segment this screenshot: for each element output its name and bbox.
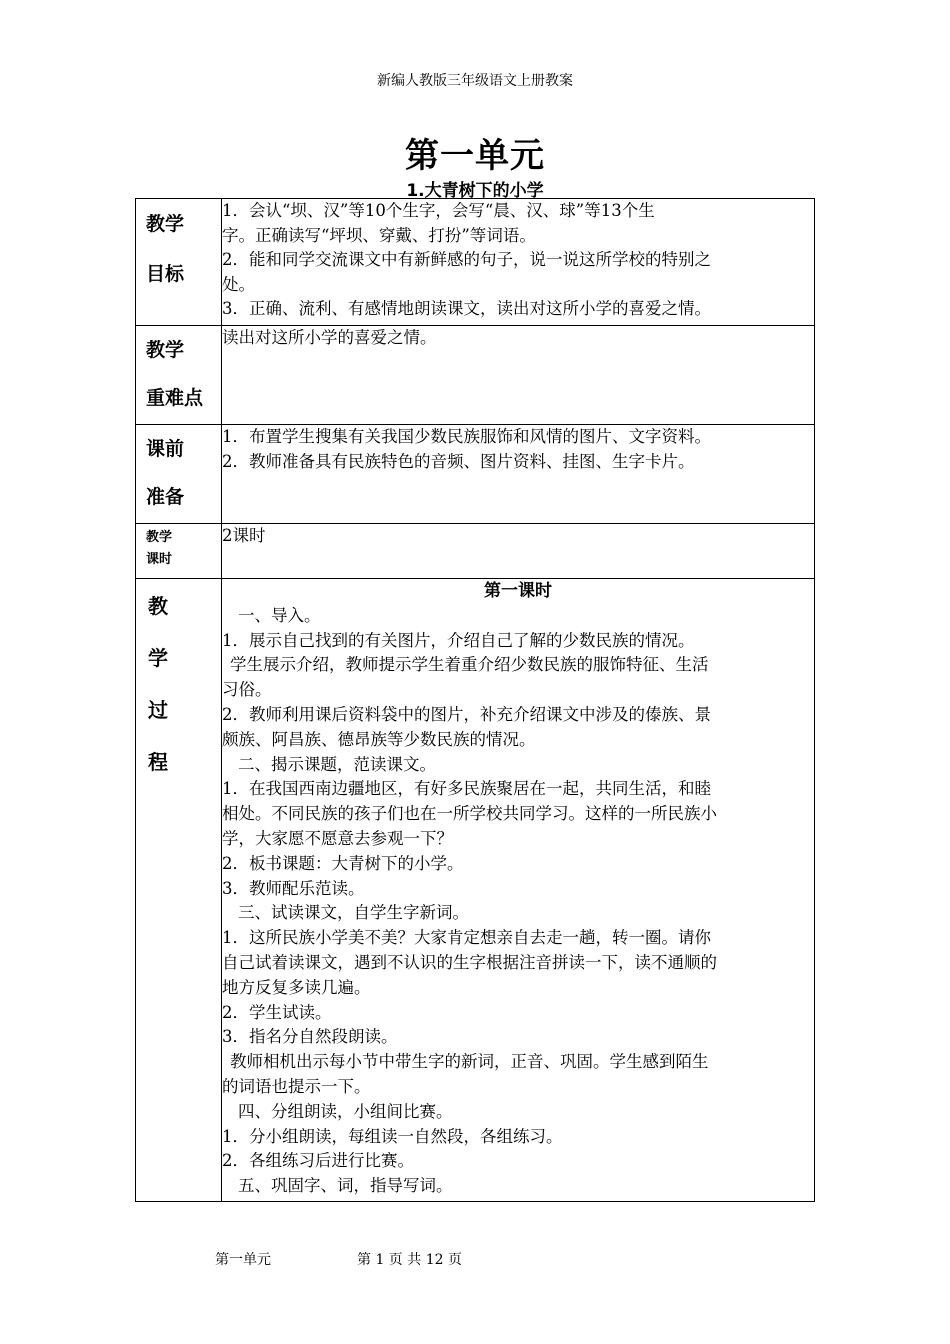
hours-row (136, 524, 815, 579)
preparation-label-line1: 课前 (146, 438, 185, 460)
goals-line: 字。正确读写“坪坝、穿戴、打扮”等词语。 (222, 225, 536, 245)
key-points-label-line2: 重难点 (146, 387, 204, 409)
preparation-row (136, 425, 815, 524)
process-line: 1．分小组朗读，每组读一自然段，各组练习。 (222, 1126, 563, 1146)
key-points-row (136, 326, 815, 425)
lesson-title: 1.大青树下的小学 (406, 181, 544, 201)
goals-label-line1: 教学 (146, 213, 185, 235)
process-line: 四、分组朗读，小组间比赛。 (238, 1101, 453, 1121)
lesson-session-heading: 第一课时 (484, 581, 552, 601)
process-line: 1．在我国西南边疆地区，有好多民族聚居在一起，共同生活，和睦 (222, 779, 711, 799)
page-header: 新编人教版三年级语文上册教案 (377, 73, 573, 89)
footer-unit: 第一单元 (215, 1252, 271, 1268)
process-line: 地方反复多读几遍。 (222, 977, 371, 997)
process-line: 3．指名分自然段朗读。 (222, 1027, 398, 1047)
process-label-char: 程 (148, 750, 168, 774)
goals-row (136, 199, 815, 326)
process-line: 2．板书课题：大青树下的小学。 (222, 853, 464, 873)
process-line: 2．各组练习后进行比赛。 (222, 1151, 414, 1171)
goals-line: 2．能和同学交流课文中有新鲜感的句子，说一说这所学校的特别之 (222, 250, 711, 269)
process-content (222, 579, 815, 1202)
process-label-char: 学 (148, 646, 168, 670)
key-points-label (136, 326, 222, 425)
process-line: 二、揭示课题，范读课文。 (238, 754, 436, 774)
process-line: 五、巩固字、词，指导写词。 (238, 1176, 453, 1196)
process-line: 三、试读课文，自学生字新词。 (238, 903, 469, 923)
preparation-line: 1．布置学生搜集有关我国少数民族服饰和风情的图片、文字资料。 (222, 427, 711, 446)
hours-line: 2课时 (222, 526, 266, 545)
process-line: 2．教师利用课后资料袋中的图片，补充介绍课文中涉及的傣族、景 (222, 704, 711, 724)
preparation-label (136, 425, 222, 524)
process-line: 学生展示介绍，教师提示学生着重介绍少数民族的服饰特征、生活 (230, 655, 709, 675)
unit-title: 第一单元 (405, 136, 545, 176)
goals-line: 1．会认“坝、汉”等10个生字，会写“晨、汉、球”等13个生 (222, 201, 655, 220)
process-line: 颇族、阿昌族、德昂族等少数民族的情况。 (222, 729, 536, 749)
lesson-plan-table (135, 198, 815, 1202)
preparation-content (222, 425, 815, 524)
process-line: 习俗。 (222, 680, 272, 700)
preparation-label-line2: 准备 (146, 486, 185, 508)
process-line: 2．学生试读。 (222, 1002, 332, 1022)
process-line: 3．教师配乐范读。 (222, 878, 365, 898)
process-label-char: 过 (148, 698, 168, 722)
footer-page-number: 第 1 页 共 12 页 (357, 1252, 462, 1268)
goals-content (222, 199, 815, 326)
key-points-line: 读出对这所小学的喜爱之情。 (222, 328, 437, 347)
process-line: 1．这所民族小学美不美？大家肯定想亲自去走一趟，转一圈。请你 (222, 928, 711, 948)
hours-label-line2: 课时 (146, 552, 173, 567)
goals-line: 处。 (222, 274, 255, 294)
process-line: 1．展示自己找到的有关图片，介绍自己了解的少数民族的情况。 (222, 630, 695, 650)
goals-label (136, 199, 222, 326)
process-line: 相处。不同民族的孩子们也在一所学校共同学习。这样的一所民族小 (222, 804, 717, 824)
process-line: 一、导入。 (238, 605, 321, 625)
goals-label-line2: 目标 (146, 263, 185, 285)
key-points-content (222, 326, 815, 425)
process-line: 学，大家愿不愿意去参观一下？ (222, 828, 453, 848)
process-row (136, 579, 815, 1202)
process-line: 的词语也提示一下。 (222, 1076, 371, 1096)
goals-line: 3．正确、流利、有感情地朗读课文，读出对这所小学的喜爱之情。 (222, 299, 711, 318)
process-line: 教师相机出示每小节中带生字的新词，正音、巩固。学生感到陌生 (230, 1052, 709, 1072)
key-points-label-line1: 教学 (146, 339, 185, 361)
preparation-line: 2．教师准备具有民族特色的音频、图片资料、挂图、生字卡片。 (222, 451, 695, 471)
process-label-char: 教 (148, 594, 168, 618)
process-label (136, 579, 222, 1202)
hours-label (136, 524, 222, 579)
hours-content (222, 524, 815, 579)
hours-label-line1: 教学 (146, 530, 173, 545)
process-line: 自己试着读课文，遇到不认识的生字根据注音拼读一下，读不通顺的 (222, 952, 717, 972)
